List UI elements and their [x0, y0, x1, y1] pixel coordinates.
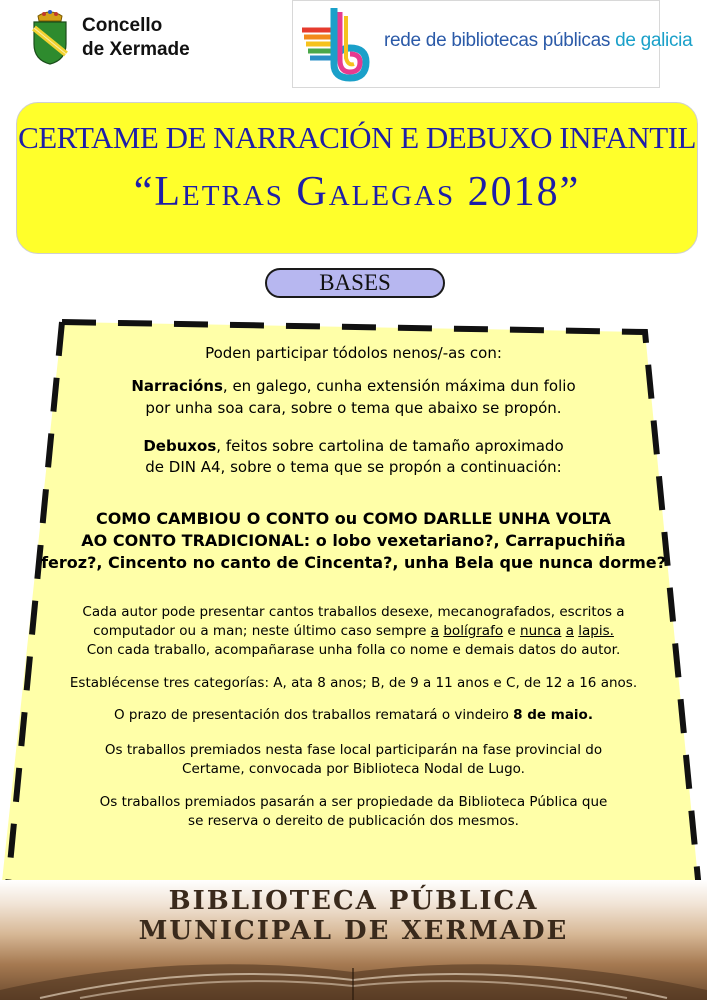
rede-bibliotecas-text: [384, 30, 692, 52]
rules-categories: Establécense tres categorías: A, ata 8 anos; B, de 9 a 11 anos e C, de 12 a 16 anos.: [69, 675, 638, 691]
debuxos-desc: , feitos sobre cartolina de tamaño aproximado: [216, 437, 564, 455]
rede-main-text: rede de bibliotecas públicas: [384, 30, 616, 51]
narracions-line1: [0, 377, 707, 396]
rede-tail-text: de galicia: [615, 30, 693, 51]
rules-p4-line2: Certame, convocada por Biblioteca Nodal de Lugo.: [182, 761, 525, 777]
theme-line3: feroz?, Cincento no canto de Cincenta?, unha Bela que nunca dorme?: [41, 553, 666, 572]
rules-p1-line1: Cada autor pode presentar cantos traballos desexe, mecanografados, escritos a: [82, 604, 625, 620]
library-footer-banner: [0, 880, 707, 1000]
rules-p5-line2: se reserva o dereito de publicación dos mesmos.: [188, 813, 519, 829]
theme-line2: AO CONTO TRADICIONAL: o lobo vexetariano?, Carrapuchiña: [81, 531, 626, 550]
debuxos-line2: de DIN A4, sobre o tema que se propón a continuación:: [145, 458, 562, 476]
underlined-a: a: [430, 623, 440, 639]
rules-p1-line2: [0, 622, 707, 641]
rules-p4-line1: Os traballos premiados nesta fase local participarán na fase provincial do: [104, 742, 603, 758]
debuxos-label: Debuxos: [143, 437, 217, 455]
underlined-lapis: lapis.: [578, 623, 614, 639]
rules-p1-line3: Con cada traballo, acompañarase unha folla co nome e demais datos do autor.: [86, 642, 621, 658]
rules-p5-line1: Os traballos premiados pasarán a ser propiedade da Biblioteca Pública que: [99, 794, 608, 810]
concello-line2: de Xermade: [82, 39, 190, 60]
event-subtitle: “Letras Galegas 2018”: [133, 169, 581, 215]
narracions-label: Narracións: [131, 377, 223, 395]
rules-p1-line2-text: computador ou a man; neste último caso sempre: [93, 623, 431, 639]
intro-text: Poden participar tódolos nenos/-as con:: [205, 344, 502, 362]
underlined-nunca: nunca: [520, 623, 562, 639]
underlined-a2: a: [565, 623, 574, 639]
deadline-text: O prazo de presentación dos traballos rematará o vindeiro: [114, 707, 514, 723]
debuxos-line1: [0, 437, 707, 456]
theme-line1: COMO CAMBIOU O CONTO ou COMO DARLLE UNHA VOLTA: [95, 509, 612, 528]
deadline-period: .: [587, 707, 593, 723]
event-title: CERTAME DE NARRACIÓN E DEBUXO INFANTIL: [18, 120, 696, 155]
narracions-desc: , en galego, cunha extensión máxima dun folio: [222, 377, 576, 395]
concello-name: [82, 14, 190, 62]
footer-line2: MUNICIPAL DE XERMADE: [138, 916, 569, 946]
bases-label: BASES: [265, 268, 445, 298]
footer-line1: BIBLIOTECA PÚBLICA: [168, 886, 539, 916]
rede-bibliotecas-logo-icon: [300, 4, 380, 82]
concello-line1: Concello: [82, 15, 163, 36]
deadline-date: 8 de maio: [513, 707, 588, 723]
rules-p1-e: e: [507, 623, 516, 639]
underlined-boligrafo: bolígrafo: [443, 623, 504, 639]
narracions-line2: por unha soa cara, sobre o tema que abaixo se propón.: [145, 399, 562, 417]
rules-deadline: [0, 706, 707, 725]
concello-coat-of-arms-icon: [30, 8, 70, 66]
